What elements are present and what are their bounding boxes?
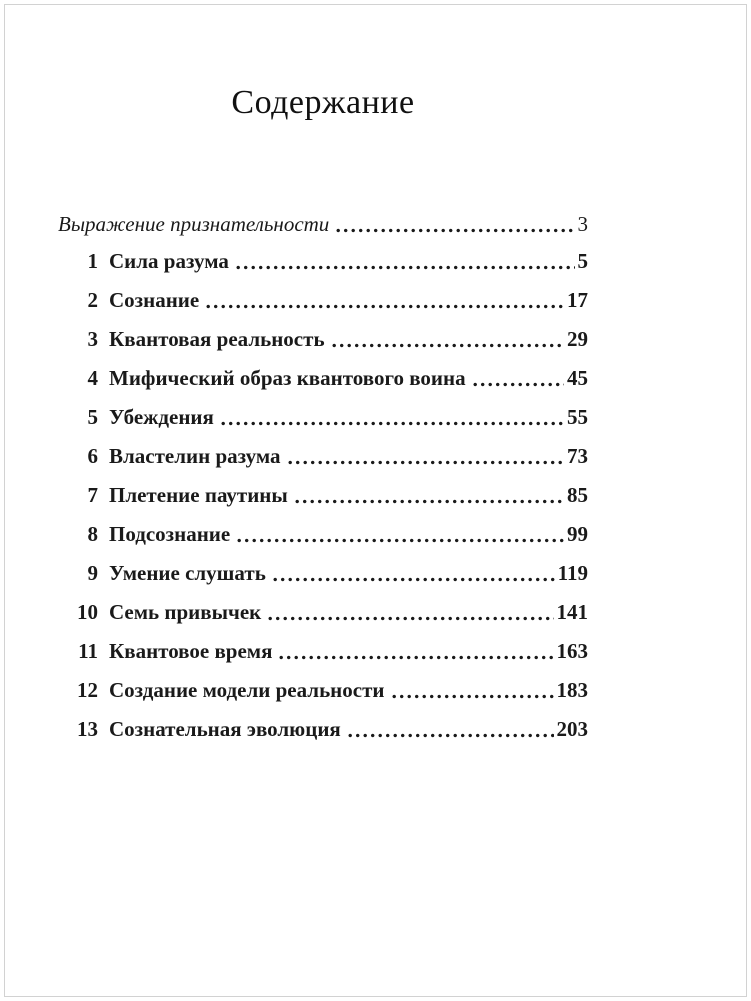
page-number: 3 (577, 212, 588, 236)
preface-label: Выражение признательности (58, 212, 330, 236)
chapter-title: Мифический образ квантового воина (109, 366, 466, 390)
dot-leader (236, 264, 575, 271)
toc-entry (58, 719, 588, 740)
page-number: 55 (567, 405, 588, 429)
page-number: 183 (556, 678, 588, 702)
chapter-number: 2 (87, 288, 98, 312)
page-number: 163 (556, 639, 588, 663)
chapter-number: 1 (87, 249, 98, 273)
chapter-title: Сознательная эволюция (109, 717, 341, 741)
toc-entry (58, 290, 588, 311)
page-number: 203 (556, 717, 588, 741)
chapter-number: 10 (77, 600, 98, 624)
page-number: 29 (567, 327, 588, 351)
dot-leader (221, 420, 564, 427)
dot-leader (288, 459, 564, 466)
dot-leader (392, 693, 554, 700)
toc-list (58, 214, 588, 740)
dot-leader (473, 381, 564, 388)
dot-leader (237, 537, 564, 544)
dot-leader (279, 654, 553, 661)
chapter-number: 8 (87, 522, 98, 546)
chapter-title: Сознание (109, 288, 200, 312)
toc-entry (58, 680, 588, 701)
page-number: 17 (567, 288, 588, 312)
chapter-title: Создание модели реальности (109, 678, 385, 702)
toc-entry (58, 563, 588, 584)
chapter-number: 5 (87, 405, 98, 429)
chapter-title: Семь привычек (109, 600, 262, 624)
chapter-title: Квантовая реальность (109, 327, 325, 351)
chapter-number: 4 (87, 366, 98, 390)
toc-entry (58, 602, 588, 623)
chapter-title: Квантовое время (109, 639, 273, 663)
toc-entry (58, 524, 588, 545)
chapter-title: Властелин разума (109, 444, 281, 468)
toc-entry (58, 407, 588, 428)
dot-leader (332, 342, 564, 349)
chapter-number: 6 (87, 444, 98, 468)
toc-entry (58, 368, 588, 389)
chapter-title: Сила разума (109, 249, 229, 273)
toc-preface-entry (58, 214, 588, 235)
toc-entry (58, 641, 588, 662)
dot-leader (348, 732, 554, 739)
dot-leader (273, 576, 555, 583)
chapter-title: Убеждения (109, 405, 214, 429)
page-number: 99 (567, 522, 588, 546)
toc-entry (58, 251, 588, 272)
chapter-title: Умение слушать (109, 561, 266, 585)
page-title: Содержание (231, 84, 415, 121)
page-number: 119 (557, 561, 588, 585)
page-content (58, 0, 588, 740)
dot-leader (206, 303, 564, 310)
page-number: 85 (567, 483, 588, 507)
chapter-number: 13 (77, 717, 98, 741)
dot-leader (268, 615, 553, 622)
chapter-number: 3 (87, 327, 98, 351)
chapter-number: 12 (77, 678, 98, 702)
chapter-number: 11 (78, 639, 98, 663)
chapter-title: Подсознание (109, 522, 231, 546)
page-number: 141 (556, 600, 588, 624)
toc-entry (58, 485, 588, 506)
page-number: 45 (567, 366, 588, 390)
dot-leader (336, 227, 574, 234)
chapter-number: 7 (87, 483, 98, 507)
toc-entry (58, 329, 588, 350)
chapter-title: Плетение паутины (109, 483, 288, 507)
page-number: 73 (567, 444, 588, 468)
dot-leader (295, 498, 564, 505)
page-number: 5 (577, 249, 588, 273)
chapter-number: 9 (87, 561, 98, 585)
toc-entry (58, 446, 588, 467)
